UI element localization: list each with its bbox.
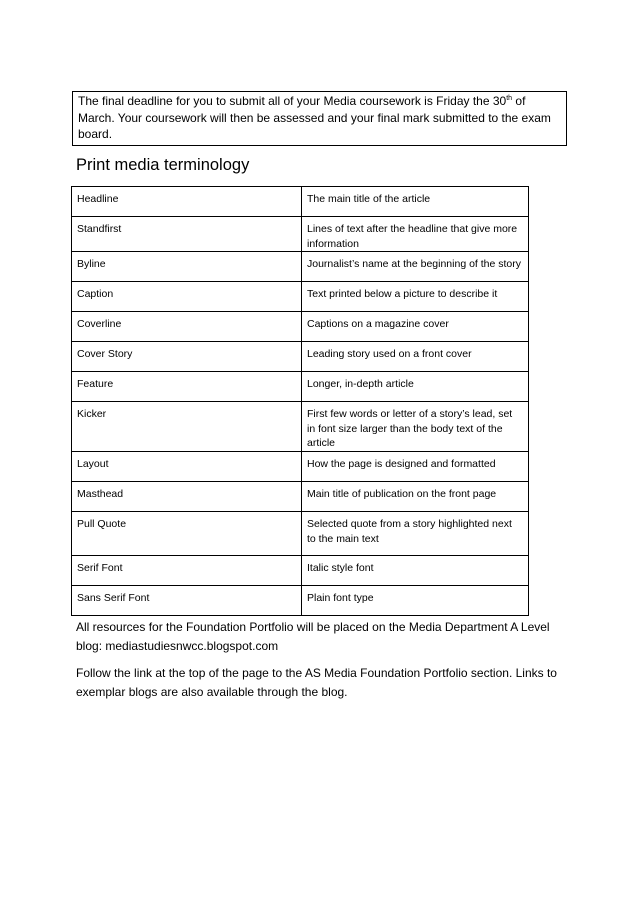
term-cell: Masthead: [72, 481, 302, 511]
definition-cell: Main title of publication on the front page: [302, 481, 529, 511]
definition-cell: How the page is designed and formatted: [302, 451, 529, 481]
table-row: [72, 372, 529, 402]
table-row: [72, 585, 529, 615]
definition-cell: Leading story used on a front cover: [302, 342, 529, 372]
definition-cell: Selected quote from a story highlighted next to the main text: [302, 511, 529, 555]
table-row: [72, 252, 529, 282]
term-cell: Coverline: [72, 312, 302, 342]
definition-cell: Journalist’s name at the beginning of the story: [302, 252, 529, 282]
definition-cell: Text printed below a picture to describe it: [302, 282, 529, 312]
deadline-notice: [72, 91, 567, 146]
table-row: [72, 312, 529, 342]
table-row: [72, 511, 529, 555]
term-cell: Serif Font: [72, 555, 302, 585]
page-heading: Print media terminology: [76, 156, 250, 174]
notice-text-before: The final deadline for you to submit all of your Media coursework is Friday the 30: [78, 94, 507, 108]
definition-cell: Longer, in-depth article: [302, 372, 529, 402]
definition-cell: Plain font type: [302, 585, 529, 615]
table-row: [72, 187, 529, 217]
resources-paragraph: All resources for the Foundation Portfolio will be placed on the Media Department A Level blog: mediastudiesnwcc.blogspot.com: [76, 620, 550, 653]
term-cell: Sans Serif Font: [72, 585, 302, 615]
definition-cell: First few words or letter of a story’s lead, set in font size larger than the body text of the article: [302, 402, 529, 452]
term-cell: Pull Quote: [72, 511, 302, 555]
term-cell: Headline: [72, 187, 302, 217]
notice-superscript: th: [506, 95, 513, 102]
table-row: [72, 217, 529, 252]
term-cell: Cover Story: [72, 342, 302, 372]
table-row: [72, 451, 529, 481]
term-cell: Feature: [72, 372, 302, 402]
table-row: [72, 342, 529, 372]
term-cell: Kicker: [72, 402, 302, 452]
link-paragraph: Follow the link at the top of the page to the AS Media Foundation Portfolio section. Links to exemplar blogs are also available through the blog.: [76, 666, 557, 699]
table-row: [72, 402, 529, 452]
definition-cell: Captions on a magazine cover: [302, 312, 529, 342]
definition-cell: Italic style font: [302, 555, 529, 585]
table-row: [72, 555, 529, 585]
table-row: [72, 481, 529, 511]
term-cell: Caption: [72, 282, 302, 312]
term-cell: Byline: [72, 252, 302, 282]
term-cell: Standfirst: [72, 217, 302, 252]
definition-cell: Lines of text after the headline that give more information: [302, 217, 529, 252]
table-row: [72, 282, 529, 312]
terminology-table: [71, 186, 529, 616]
term-cell: Layout: [72, 451, 302, 481]
notice-text-after: of March. Your coursework will then be assessed and your final mark submitted to the exam board.: [78, 94, 551, 141]
definition-cell: The main title of the article: [302, 187, 529, 217]
